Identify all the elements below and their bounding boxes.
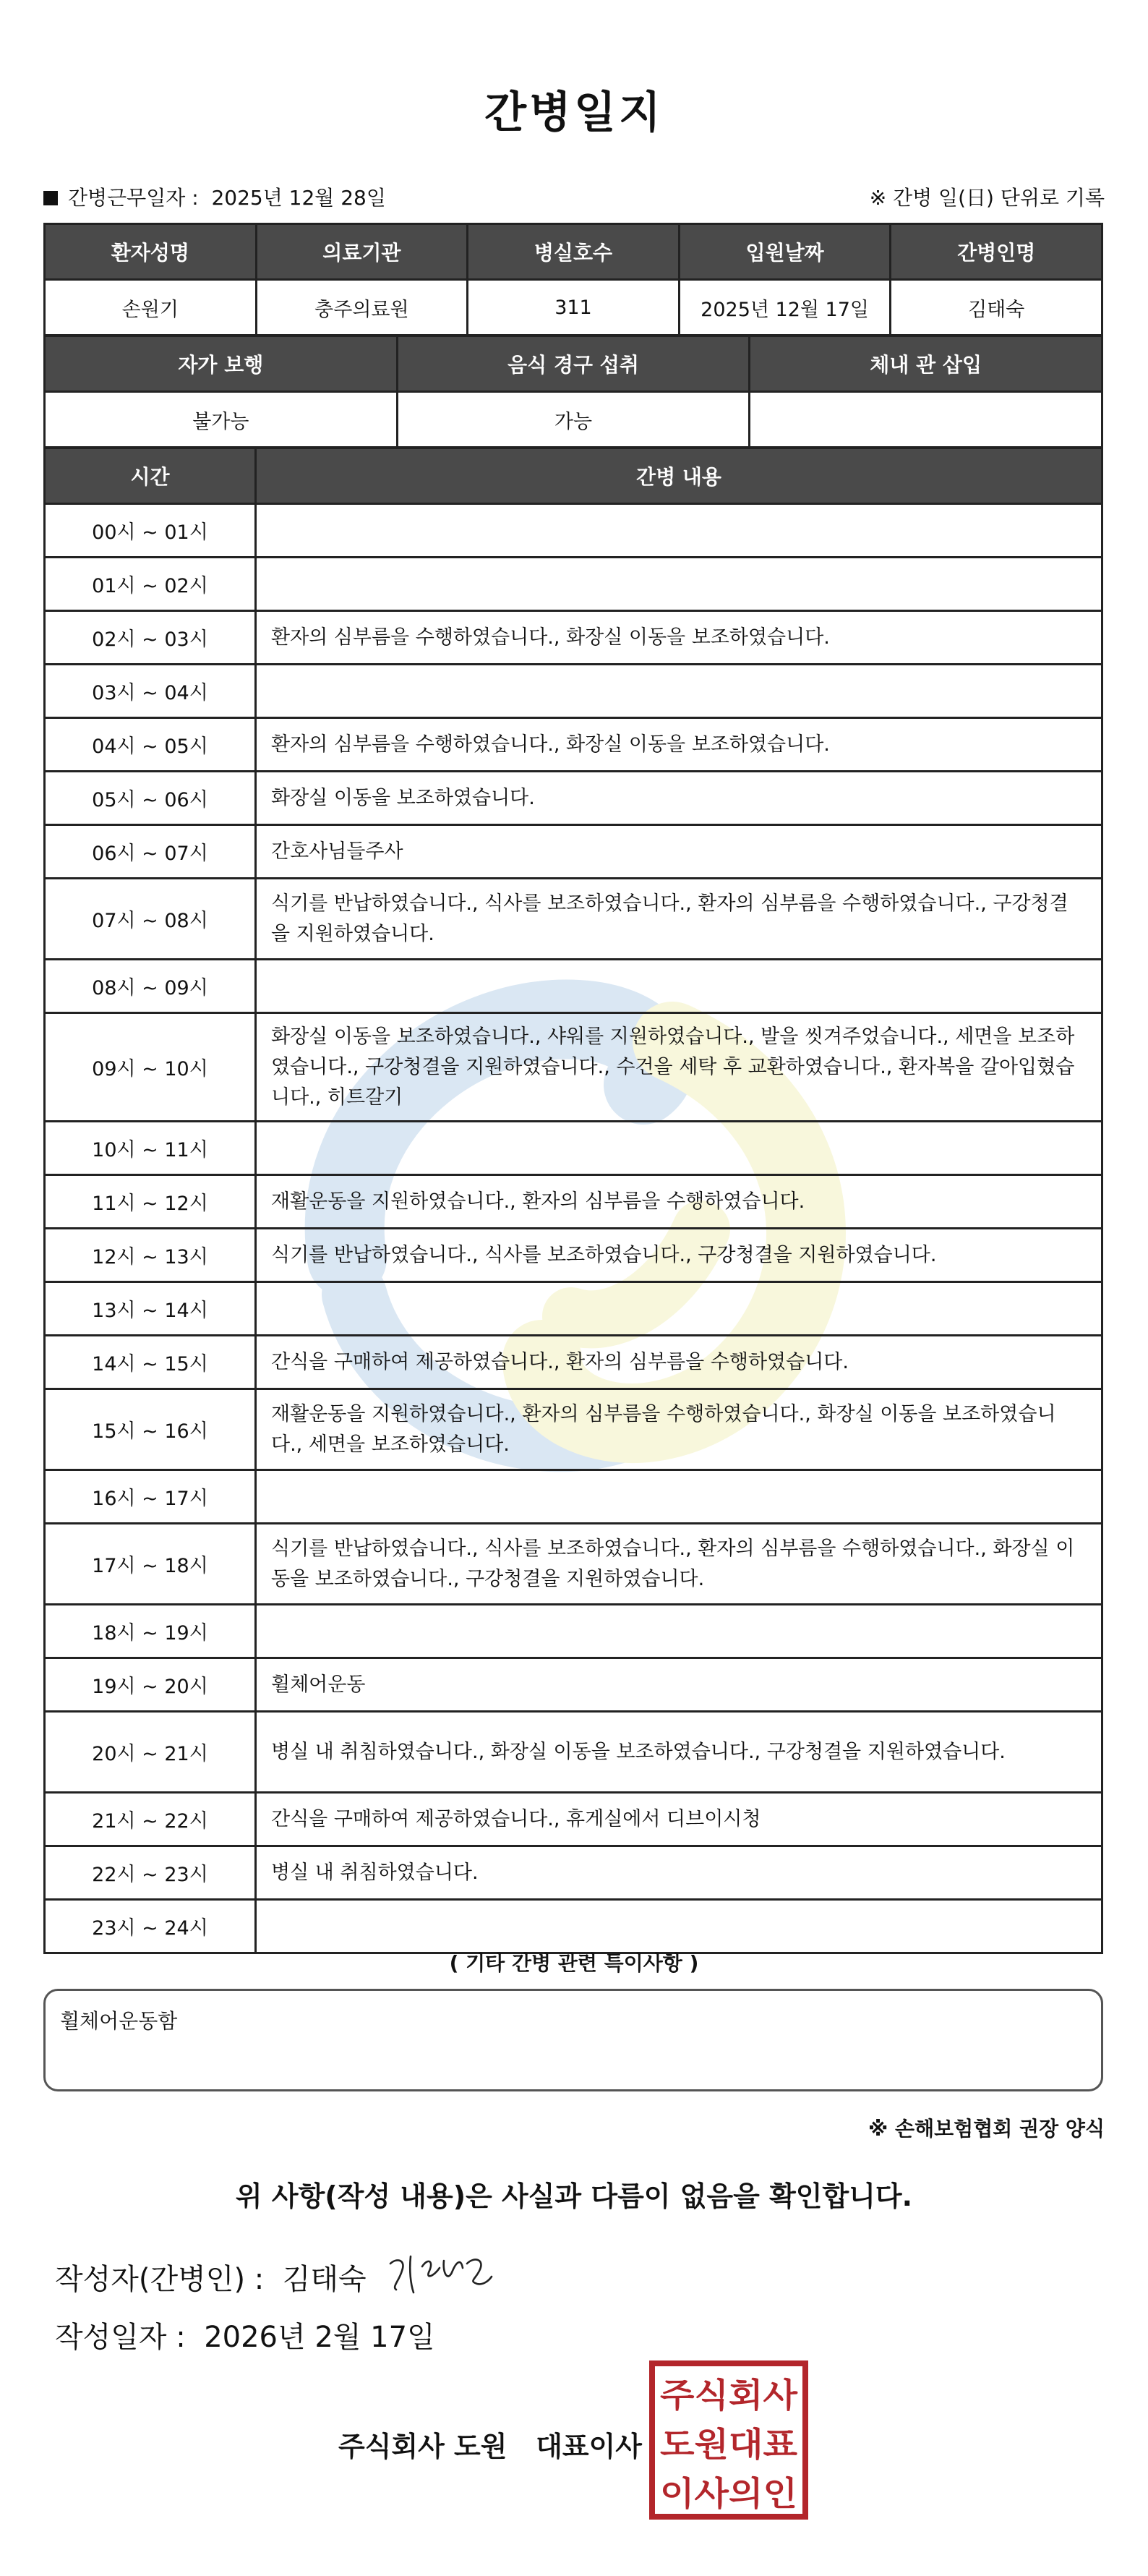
value-tube-insertion <box>750 392 1102 448</box>
square-bullet-icon <box>43 191 58 205</box>
patient-info-header-row <box>45 224 1102 280</box>
patient-status-value-row <box>45 392 1102 448</box>
header-admission-date: 입원날짜 <box>679 224 891 280</box>
value-medical-institution: 충주의료원 <box>256 280 468 336</box>
care-log-time: 01시 ~ 02시 <box>45 558 256 611</box>
care-log-row <box>45 1846 1102 1900</box>
care-log-time: 23시 ~ 24시 <box>45 1900 256 1953</box>
seal-text <box>660 2376 798 2513</box>
patient-status-header-row <box>45 336 1102 392</box>
patient-info-value-row <box>45 280 1102 336</box>
care-log-row <box>45 825 1102 879</box>
header-medical-institution: 의료기관 <box>256 224 468 280</box>
header-care-content: 간병 내용 <box>256 448 1102 504</box>
daily-record-note: ※ 간병 일(日) 단위로 기록 <box>869 186 1105 210</box>
care-log-content: 휠체어운동 <box>256 1658 1102 1712</box>
care-log-content: 간식을 구매하여 제공하였습니다., 환자의 심부름을 수행하였습니다. <box>256 1336 1102 1389</box>
care-log-content: 간식을 구매하여 제공하였습니다., 휴게실에서 디브이시청 <box>256 1793 1102 1846</box>
care-log-content: 식기를 반납하였습니다., 식사를 보조하였습니다., 환자의 심부름을 수행하였습니다., 화장실 이동을 보조하였습니다., 구강청결을 지원하였습니다. <box>256 1524 1102 1605</box>
care-log-content: 화장실 이동을 보조하였습니다. <box>256 772 1102 825</box>
care-log-time: 18시 ~ 19시 <box>45 1605 256 1658</box>
care-log-time: 19시 ~ 20시 <box>45 1658 256 1712</box>
care-log-content: 화장실 이동을 보조하였습니다., 샤워를 지원하였습니다., 발을 씻겨주었습니다., 세면을 보조하였습니다., 구강청결을 지원하였습니다., 수건을 세탁 후 교환하였습니다., 환자복을 갈아입혔습니다., 히트갈기 <box>256 1013 1102 1122</box>
care-log-content: 식기를 반납하였습니다., 식사를 보조하였습니다., 환자의 심부름을 수행하였습니다., 구강청결을 지원하였습니다. <box>256 879 1102 960</box>
care-log-row <box>45 1336 1102 1389</box>
care-log-row <box>45 558 1102 611</box>
care-log-body <box>45 504 1102 1953</box>
author-line <box>55 2256 367 2298</box>
care-log-time: 11시 ~ 12시 <box>45 1175 256 1229</box>
care-log-content: 환자의 심부름을 수행하였습니다., 화장실 이동을 보조하였습니다. <box>256 611 1102 665</box>
header-self-walking: 자가 보행 <box>45 336 398 392</box>
care-log-content <box>256 1470 1102 1524</box>
care-log-content <box>256 558 1102 611</box>
care-log-content: 식기를 반납하였습니다., 식사를 보조하였습니다., 구강청결을 지원하였습니다. <box>256 1229 1102 1282</box>
care-log-content <box>256 665 1102 718</box>
written-date-label: 작성일자 : <box>55 2321 186 2354</box>
care-log-row <box>45 1793 1102 1846</box>
value-room-number: 311 <box>468 280 680 336</box>
header-patient-name: 환자성명 <box>45 224 257 280</box>
care-log-time: 08시 ~ 09시 <box>45 960 256 1013</box>
care-log-content <box>256 1282 1102 1336</box>
company-seal-stamp <box>648 2359 810 2521</box>
care-log-time: 03시 ~ 04시 <box>45 665 256 718</box>
care-log-row <box>45 1282 1102 1336</box>
seal-text-line: 주식회사 <box>660 2376 798 2415</box>
value-patient-name: 손원기 <box>45 280 257 336</box>
value-admission-date: 2025년 12월 17일 <box>679 280 891 336</box>
care-log-time: 22시 ~ 23시 <box>45 1846 256 1900</box>
care-log-row <box>45 1175 1102 1229</box>
care-log-row <box>45 1470 1102 1524</box>
care-log-content <box>256 504 1102 558</box>
care-log-content <box>256 960 1102 1013</box>
care-log-row <box>45 772 1102 825</box>
care-log-content <box>256 1122 1102 1175</box>
header-oral-intake: 음식 경구 섭취 <box>397 336 750 392</box>
representative-title: 대표이사 <box>536 2431 643 2462</box>
care-log-time: 09시 ~ 10시 <box>45 1013 256 1122</box>
header-room-number: 병실호수 <box>468 224 680 280</box>
written-date-value: 2026년 2월 17일 <box>204 2321 435 2354</box>
care-log-table <box>43 447 1103 1954</box>
care-log-time: 02시 ~ 03시 <box>45 611 256 665</box>
care-log-row <box>45 1658 1102 1712</box>
care-log-time: 10시 ~ 11시 <box>45 1122 256 1175</box>
author-label: 작성자(간병인) : <box>55 2263 265 2296</box>
work-date-line <box>43 182 386 211</box>
seal-text-line: 도원대표 <box>660 2425 798 2464</box>
care-log-row <box>45 1229 1102 1282</box>
value-caregiver-name: 김태숙 <box>891 280 1102 336</box>
confirmation-statement: 위 사항(작성 내용)은 사실과 다름이 없음을 확인합니다. <box>235 2180 913 2212</box>
written-date-line <box>55 2314 435 2355</box>
care-log-time: 00시 ~ 01시 <box>45 504 256 558</box>
care-log-row <box>45 718 1102 772</box>
special-notes-title: ( 기타 간병 관련 특이사항 ) <box>449 1951 699 1975</box>
care-log-time: 04시 ~ 05시 <box>45 718 256 772</box>
care-log-content: 병실 내 취침하였습니다., 화장실 이동을 보조하였습니다., 구강청결을 지원하였습니다. <box>256 1712 1102 1793</box>
document-title: 간병일지 <box>484 88 664 138</box>
care-log-content: 재활운동을 지원하였습니다., 환자의 심부름을 수행하였습니다., 화장실 이동을 보조하였습니다., 세면을 보조하였습니다. <box>256 1389 1102 1470</box>
care-log-time: 07시 ~ 08시 <box>45 879 256 960</box>
value-oral-intake: 가능 <box>397 392 750 448</box>
header-caregiver-name: 간병인명 <box>891 224 1102 280</box>
company-name: 주식회사 도원 <box>338 2431 507 2462</box>
care-log-header-row <box>45 448 1102 504</box>
author-name: 김태숙 <box>282 2263 367 2296</box>
form-source-note: ※ 손해보험협회 권장 양식 <box>868 2117 1105 2141</box>
care-log-content: 재활운동을 지원하였습니다., 환자의 심부름을 수행하였습니다. <box>256 1175 1102 1229</box>
handwritten-signature <box>382 2242 497 2300</box>
care-log-time: 20시 ~ 21시 <box>45 1712 256 1793</box>
header-tube-insertion: 체내 관 삽입 <box>750 336 1102 392</box>
care-log-row <box>45 1605 1102 1658</box>
patient-info-table <box>43 223 1103 336</box>
care-log-row <box>45 1524 1102 1605</box>
care-log-time: 13시 ~ 14시 <box>45 1282 256 1336</box>
care-log-row <box>45 1122 1102 1175</box>
care-log-time: 06시 ~ 07시 <box>45 825 256 879</box>
care-log-content: 병실 내 취침하였습니다. <box>256 1846 1102 1900</box>
care-log-row <box>45 611 1102 665</box>
care-log-row <box>45 1389 1102 1470</box>
care-log-row <box>45 1900 1102 1953</box>
patient-status-table <box>43 335 1103 448</box>
care-log-row <box>45 504 1102 558</box>
care-log-row <box>45 879 1102 960</box>
company-line <box>338 2424 642 2464</box>
care-log-time: 21시 ~ 22시 <box>45 1793 256 1846</box>
care-log-row <box>45 960 1102 1013</box>
care-log-time: 05시 ~ 06시 <box>45 772 256 825</box>
special-notes-box: 휠체어운동함 <box>43 1989 1103 2091</box>
care-log-time: 14시 ~ 15시 <box>45 1336 256 1389</box>
care-log-time: 16시 ~ 17시 <box>45 1470 256 1524</box>
work-date-value: 2025년 12월 28일 <box>211 186 386 210</box>
care-log-time: 15시 ~ 16시 <box>45 1389 256 1470</box>
care-log-content <box>256 1605 1102 1658</box>
care-log-time: 12시 ~ 13시 <box>45 1229 256 1282</box>
care-log-row <box>45 1013 1102 1122</box>
work-date-label: 간병근무일자 : <box>68 186 199 210</box>
care-log-row <box>45 1712 1102 1793</box>
care-log-content <box>256 1900 1102 1953</box>
value-self-walking: 불가능 <box>45 392 398 448</box>
care-log-time: 17시 ~ 18시 <box>45 1524 256 1605</box>
header-time: 시간 <box>45 448 256 504</box>
care-log-content: 간호사님들주사 <box>256 825 1102 879</box>
care-log-content: 환자의 심부름을 수행하였습니다., 화장실 이동을 보조하였습니다. <box>256 718 1102 772</box>
care-log-row <box>45 665 1102 718</box>
seal-text-line: 이사의인 <box>660 2474 797 2513</box>
